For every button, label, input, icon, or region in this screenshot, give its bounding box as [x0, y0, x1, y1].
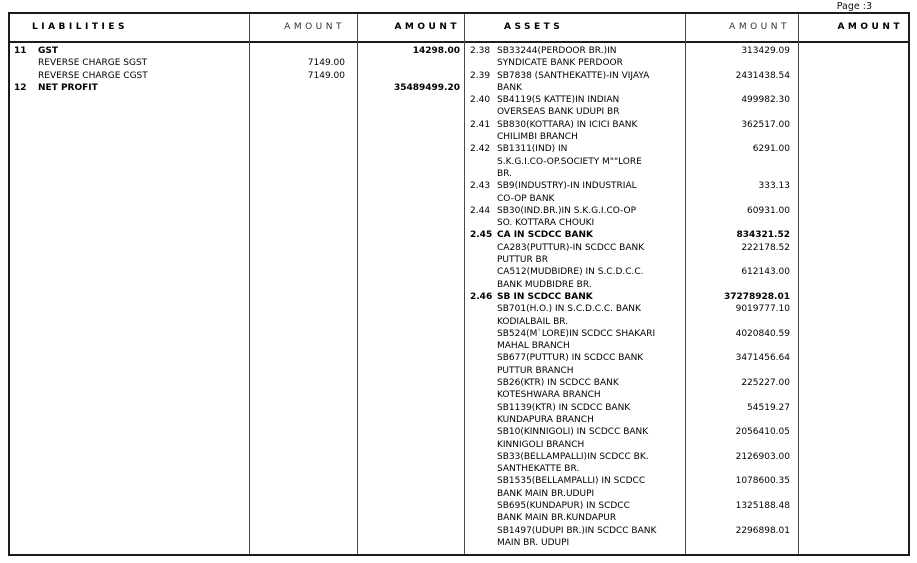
- item-description: CA IN SCDCC BANK: [497, 230, 593, 241]
- assets-row-line: [464, 181, 908, 193]
- item-description: REVERSE CHARGE SGST: [38, 58, 148, 69]
- amount-detail: 362517.00: [741, 119, 790, 130]
- item-description: SB33244(PERDOOR BR.)IN: [497, 46, 617, 56]
- assets-row-line: [464, 132, 908, 144]
- assets-row-line: [464, 513, 908, 525]
- liabilities-section: [10, 43, 464, 554]
- item-description: CA283(PUTTUR)-IN SCDCC BANK: [497, 242, 645, 253]
- assets-row-line: [464, 464, 908, 476]
- assets-row-line: [464, 378, 908, 390]
- amount-detail: 612143.00: [741, 267, 790, 278]
- liabilities-row-line: [10, 58, 464, 70]
- item-description: SB7838 (SANTHEKATTE)-IN VIJAYA: [497, 70, 650, 81]
- assets-row-line: [464, 452, 908, 464]
- assets-row-line: [464, 476, 908, 488]
- col-header-liabilities-amount-total: AMOUNT: [394, 22, 460, 32]
- col-header-assets: ASSETS: [504, 22, 564, 32]
- item-description: BANK: [497, 82, 522, 93]
- amount-detail: 222178.52: [741, 242, 790, 253]
- amount-detail: 37278928.01: [723, 291, 790, 302]
- amount-detail: 1325188.48: [735, 500, 790, 511]
- item-number: 2.42: [470, 144, 491, 155]
- item-description: SB10(KINNIGOLI) IN SCDCC BANK: [497, 427, 649, 438]
- assets-row-line: [464, 58, 908, 70]
- assets-row-line: [464, 206, 908, 218]
- item-description: REVERSE CHARGE CGST: [38, 70, 148, 81]
- item-number: 2.43: [470, 181, 491, 192]
- col-header-assets-amount-detail: AMOUNT: [729, 22, 790, 32]
- item-number: 2.39: [470, 70, 491, 81]
- item-description: SB30(IND.BR.)IN S.K.G.I.CO-OP: [497, 205, 637, 216]
- assets-row-line: [464, 440, 908, 452]
- amount-detail: 499982.30: [741, 95, 790, 106]
- assets-row-line: [464, 144, 908, 156]
- item-number: 12: [14, 82, 27, 93]
- item-description: NET PROFIT: [38, 82, 98, 93]
- item-number: 11: [14, 46, 27, 56]
- assets-row-line: [464, 243, 908, 255]
- amount-detail: 225227.00: [741, 378, 790, 389]
- item-description: CHILIMBI BRANCH: [497, 132, 578, 143]
- item-description: KUNDAPURA BRANCH: [497, 414, 594, 425]
- item-description: SB9(INDUSTRY)-IN INDUSTRIAL: [497, 181, 637, 192]
- item-description: SB677(PUTTUR) IN SCDCC BANK: [497, 353, 644, 364]
- assets-row-line: [464, 169, 908, 181]
- item-number: 2.41: [470, 119, 491, 130]
- item-description: SB830(KOTTARA) IN ICICI BANK: [497, 119, 638, 130]
- amount-detail: 3471456.64: [735, 353, 790, 364]
- assets-row-line: [464, 267, 908, 279]
- amount-detail: 60931.00: [747, 205, 790, 216]
- amount-detail: 7149.00: [307, 58, 345, 69]
- assets-row-line: [464, 95, 908, 107]
- assets-row-line: [464, 501, 908, 513]
- item-description: SB695(KUNDAPUR) IN SCDCC: [497, 500, 630, 511]
- assets-row-line: [464, 366, 908, 378]
- assets-row-line: [464, 538, 908, 550]
- assets-row-line: [464, 403, 908, 415]
- item-description: KOTESHWARA BRANCH: [497, 390, 601, 401]
- amount-detail: 7149.00: [307, 70, 345, 81]
- item-description: PUTTUR BRANCH: [497, 365, 574, 376]
- amount-detail: 2056410.05: [735, 427, 790, 438]
- item-description: KINNIGOLI BRANCH: [497, 439, 585, 450]
- amount-detail: 333.13: [758, 181, 790, 192]
- item-number: 2.45: [470, 230, 493, 241]
- item-description: SB1139(KTR) IN SCDCC BANK: [497, 402, 631, 413]
- item-description: SB701(H.O.) IN S.C.D.C.C. BANK: [497, 304, 641, 315]
- item-description: SB1535(BELLAMPALLI) IN SCDCC: [497, 476, 646, 487]
- assets-row-line: [464, 230, 908, 242]
- item-number: 2.46: [470, 291, 493, 302]
- item-description: S.K.G.I.CO-OP.SOCIETY M""LORE: [497, 156, 642, 167]
- item-description: SB IN SCDCC BANK: [497, 291, 593, 302]
- item-description: MAIN BR. UDUPI: [497, 537, 570, 548]
- col-header-liabilities-amount-detail: AMOUNT: [284, 22, 345, 32]
- amount-detail: 834321.52: [736, 230, 790, 241]
- item-description: MAHAL BRANCH: [497, 341, 570, 352]
- assets-row-line: [464, 329, 908, 341]
- item-description: BANK MAIN BR.KUNDAPUR: [497, 513, 617, 524]
- assets-row-line: [464, 218, 908, 230]
- item-description: OVERSEAS BANK UDUPI BR: [497, 107, 620, 118]
- assets-row-line: [464, 304, 908, 316]
- item-description: SANTHEKATTE BR.: [497, 464, 580, 475]
- assets-row-line: [464, 120, 908, 132]
- assets-row-line: [464, 83, 908, 95]
- amount-detail: 6291.00: [752, 144, 790, 155]
- assets-row-line: [464, 353, 908, 365]
- col-header-liabilities: LIABILITIES: [32, 22, 128, 32]
- assets-row-line: [464, 526, 908, 538]
- amount-detail: 4020840.59: [735, 328, 790, 339]
- item-description: CA512(MUDBIDRE) IN S.C.D.C.C.: [497, 267, 644, 278]
- item-description: PUTTUR BR: [497, 255, 548, 266]
- assets-section: [464, 43, 908, 554]
- item-description: SB4119(S KATTE)IN INDIAN: [497, 95, 620, 106]
- item-description: SO. KOTTARA CHOUKI: [497, 218, 595, 229]
- amount-detail: 1078600.35: [735, 476, 790, 487]
- item-description: GST: [38, 46, 59, 56]
- item-description: SB26(KTR) IN SCDCC BANK: [497, 378, 619, 389]
- amount-detail: 2431438.54: [735, 70, 790, 81]
- item-description: SB33(BELLAMPALLI)IN SCDCC BK.: [497, 451, 649, 462]
- col-header-assets-amount-total: AMOUNT: [837, 22, 903, 32]
- amount-total: 14298.00: [412, 46, 460, 56]
- assets-row-line: [464, 46, 908, 58]
- page-number: Page :3: [836, 1, 872, 12]
- item-description: CO-OP BANK: [497, 193, 555, 204]
- balance-sheet-table: [8, 12, 910, 556]
- item-description: BANK MUDBIDRE BR.: [497, 279, 592, 290]
- item-number: 2.38: [470, 46, 491, 56]
- amount-detail: 54519.27: [747, 402, 790, 413]
- assets-row-line: [464, 255, 908, 267]
- amount-detail: 9019777.10: [735, 304, 790, 315]
- liabilities-row-line: [10, 71, 464, 83]
- assets-row-line: [464, 341, 908, 353]
- item-description: SB524(M`LORE)IN SCDCC SHAKARI: [497, 328, 656, 339]
- item-description: SYNDICATE BANK PERDOOR: [497, 58, 623, 69]
- assets-row-line: [464, 292, 908, 304]
- assets-row-line: [464, 194, 908, 206]
- item-number: 2.40: [470, 95, 491, 106]
- amount-total: 35489499.20: [393, 82, 460, 93]
- amount-detail: 313429.09: [741, 46, 790, 56]
- assets-row-line: [464, 415, 908, 427]
- item-description: BANK MAIN BR.UDUPI: [497, 488, 595, 499]
- item-number: 2.44: [470, 205, 491, 216]
- table-header-row: [10, 14, 908, 41]
- amount-detail: 2296898.01: [735, 525, 790, 536]
- assets-row-line: [464, 71, 908, 83]
- assets-row-line: [464, 280, 908, 292]
- item-description: SB1311(IND) IN: [497, 144, 568, 155]
- assets-row-line: [464, 489, 908, 501]
- amount-detail: 2126903.00: [735, 451, 790, 462]
- assets-row-line: [464, 107, 908, 119]
- item-description: KODIALBAIL BR.: [497, 316, 569, 327]
- assets-row-line: [464, 390, 908, 402]
- assets-row-line: [464, 317, 908, 329]
- liabilities-row-line: [10, 46, 464, 58]
- item-description: BR.: [497, 168, 512, 179]
- liabilities-row-line: [10, 83, 464, 95]
- assets-row-line: [464, 157, 908, 169]
- assets-row-line: [464, 427, 908, 439]
- item-description: SB1497(UDUPI BR.)IN SCDCC BANK: [497, 525, 657, 536]
